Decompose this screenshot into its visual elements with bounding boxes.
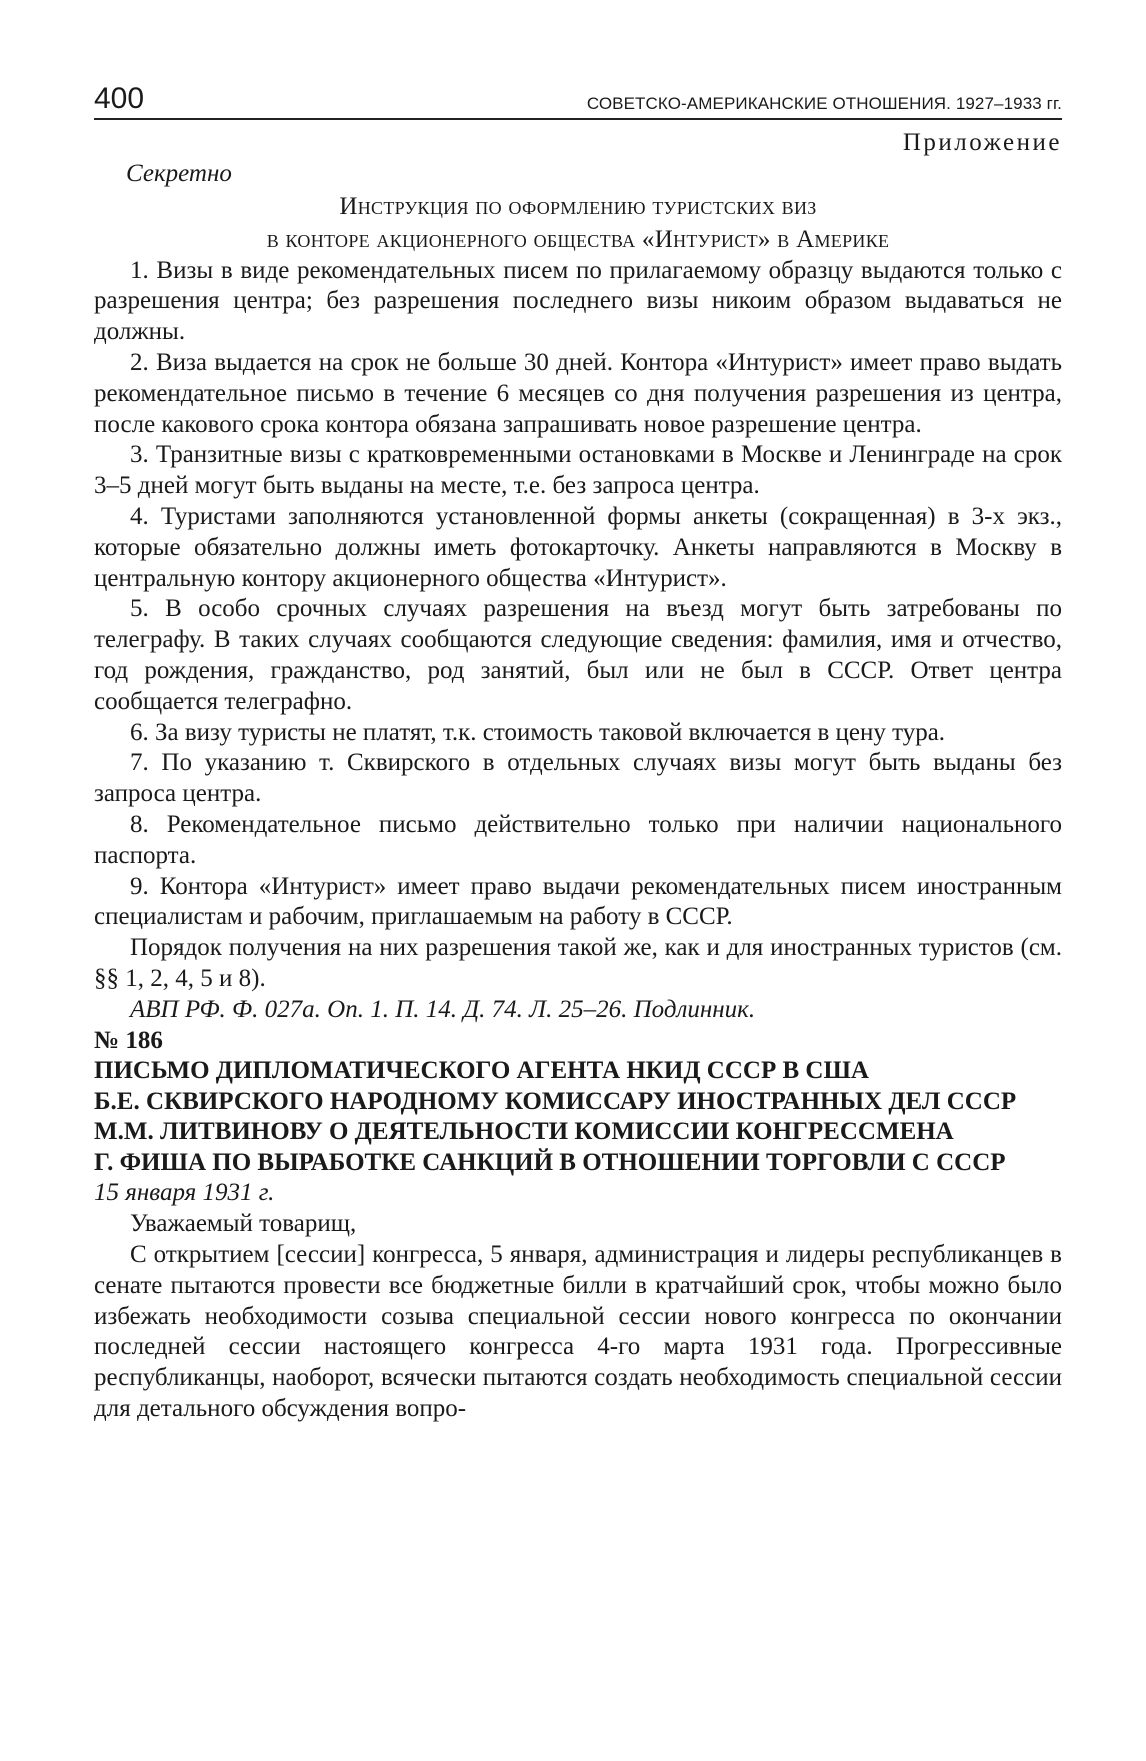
document-heading-line1: ПИСЬМО ДИПЛОМАТИЧЕСКОГО АГЕНТА НКИД СССР В США — [94, 1057, 869, 1085]
instruction-title-line1: Инструкция по оформлению туристских виз — [339, 192, 817, 220]
document-number: № 186 — [94, 1026, 163, 1054]
instruction-item-5: 5. В особо срочных случаях разрешения на въезд могут быть затребованы по телеграфу. В таких случаях сообщаются следующие сведения: фамилия, имя и отчество, год рождения, гражданство, род занятий, был или не был в СССР. Ответ центра сообщается телеграфно. — [94, 595, 1062, 715]
instruction-title-line2: в конторе акционерного общества «Интурист» в Америке — [266, 225, 890, 253]
instruction-closing: Порядок получения на них разрешения такой же, как и для иностранных туристов (см. §§ 1, 2, 4, 5 и 8). — [94, 934, 1062, 992]
appendix-label: Приложение — [902, 129, 1062, 156]
salutation: Уважаемый товарищ, — [130, 1210, 357, 1238]
document-date: 15 января 1931 г. — [94, 1179, 275, 1207]
instruction-item-8: 8. Рекомендательное письмо действительно только при наличии национального паспорта. — [94, 810, 1062, 869]
instruction-item-9: 9. Контора «Интурист» имеет право выдачи рекомендательных писем иностранным специалистам и рабочим, приглашаемым на работу в СССР. — [94, 872, 1062, 931]
letter-paragraph: С открытием [сессии] конгресса, 5 января, администрация и лидеры республиканцев в сенате пытаются провести все бюджетные билли в кратчайший срок, чтобы можно было избежать необходимости созыва специальной сессии нового конгресса по окончании последней сессии настоящего конгресса 4-го марта 1931 года. Прогрессивные республиканцы, наоборот, всячески пытаются создать необходимость специальной сессии для детального обсуждения вопро- — [94, 1240, 1062, 1422]
document-heading-line4: Г. ФИША ПО ВЫРАБОТКЕ САНКЦИЙ В ОТНОШЕНИИ ТОРГОВЛИ С СССР — [94, 1148, 1006, 1176]
instruction-title — [94, 190, 1062, 256]
page-number: 400 — [94, 82, 145, 115]
document-heading — [94, 1056, 1062, 1178]
archive-source: АВП РФ. Ф. 027а. Оп. 1. П. 14. Д. 74. Л. 25–26. Подлинник. — [130, 995, 756, 1023]
classification-mark: Секретно — [126, 159, 232, 187]
instruction-item-2: 2. Виза выдается на срок не больше 30 дней. Контора «Интурист» имеет право выдать рекомендательное письмо в течение 6 месяцев со дня получения разрешения из центра, после какового срока контора обязана запрашивать новое разрешение центра. — [94, 348, 1062, 438]
instruction-item-4: 4. Туристами заполняются установленной формы анкеты (сокращенная) в 3-х экз., которые обязательно должны иметь фотокарточку. Анкеты направляются в Москву в центральную контору акционерного общества «Интурист». — [94, 502, 1062, 592]
instruction-item-3: 3. Транзитные визы с кратковременными остановками в Москве и Ленинграде на срок 3–5 дней могут быть выданы на месте, т.е. без запроса центра. — [94, 441, 1062, 500]
page-body — [94, 128, 1062, 1425]
instruction-item-6: 6. За визу туристы не платят, т.к. стоимость таковой включается в цену тура. — [130, 718, 946, 746]
document-heading-line3: М.М. ЛИТВИНОВУ О ДЕЯТЕЛЬНОСТИ КОМИССИИ КОНГРЕССМЕНА — [94, 1118, 954, 1146]
instruction-item-7: 7. По указанию т. Сквирского в отдельных случаях визы могут быть выданы без запроса центра. — [94, 749, 1062, 808]
instruction-item-1: 1. Визы в виде рекомендательных писем по прилагаемому образцу выдаются только с разрешения центра; без разрешения последнего визы никоим образом выдаваться не должны. — [94, 256, 1062, 346]
page-header — [94, 78, 1062, 120]
document-heading-line2: Б.Е. СКВИРСКОГО НАРОДНОМУ КОМИССАРУ ИНОСТРАННЫХ ДЕЛ СССР — [94, 1087, 1017, 1115]
running-title: СОВЕТСКО-АМЕРИКАНСКИЕ ОТНОШЕНИЯ. 1927–1933 гг. — [586, 94, 1062, 113]
